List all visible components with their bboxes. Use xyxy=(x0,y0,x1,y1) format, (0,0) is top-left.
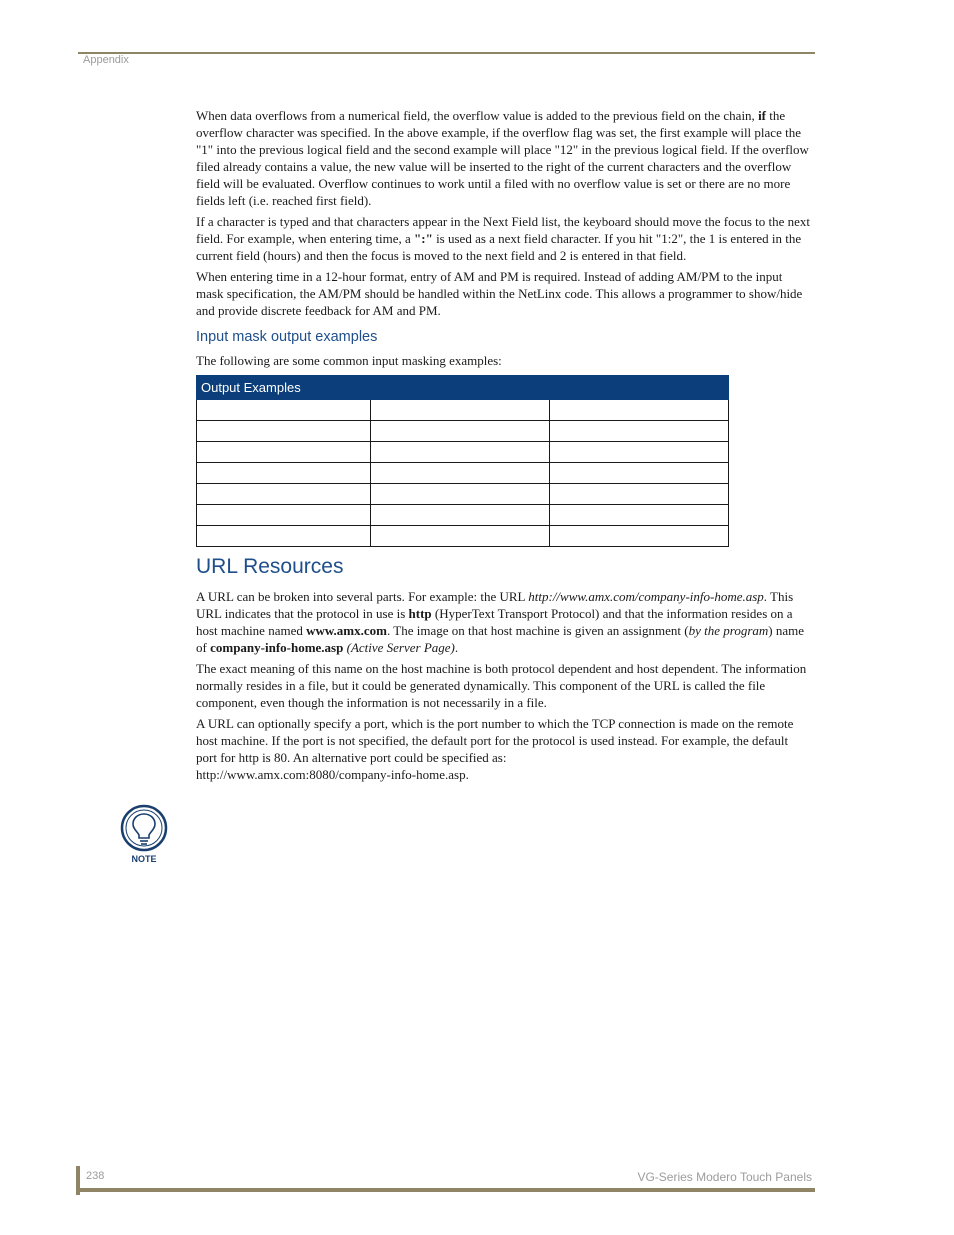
table-row xyxy=(197,505,729,526)
url-resources-title: URL Resources xyxy=(196,555,344,578)
lightbulb-note-icon xyxy=(119,804,169,866)
page-number: 238 xyxy=(86,1170,105,1182)
page-content xyxy=(196,107,812,787)
footer-rule xyxy=(76,1188,815,1192)
url-paragraph-2: The exact meaning of this name on the host machine is both protocol dependent and host dependent. The information normally resides in a file, but it could be generated dynamically. This component of the URL is called the file component, even though the information is not necessarily in a file. xyxy=(196,661,807,710)
overflow-paragraph-1: When data overflows from a numerical field, the overflow value is added to the previous field on the chain, if the overflow character was specified. In the above example, if the overflow flag was set, the first example will place the "1" into the previous logical field and the second example will place "12" in the previous logical field. If the overflow filed already contains a value, the new value will be inserted to the right of the current characters and the overflow field will be evaluated. Overflow continues to work until a filed with no overflow value is set or there are no more fields left (i.e. reached first field). xyxy=(196,108,809,208)
header-section-label: Appendix xyxy=(83,54,129,66)
document-title: VG-Series Modero Touch Panels xyxy=(637,1170,812,1184)
url-paragraph-3: A URL can optionally specify a port, which is the port number to which the TCP connection is made on the remote host machine. If the port is not specified, the default port for the protocol is used instead. For example, the default port for http is 80. An alternative port could be specified as: http://www.amx.com:8080/company-info-home.asp. xyxy=(196,716,794,782)
examples-intro: The following are some common input masking examples: xyxy=(196,353,502,368)
port-example-url: http://www.amx.com:8080/company-info-home.asp. xyxy=(196,767,469,782)
table-row xyxy=(197,442,729,463)
examples-heading: Input mask output examples xyxy=(196,329,378,345)
table-row xyxy=(197,526,729,547)
table-row xyxy=(197,463,729,484)
overflow-paragraph-2: If a character is typed and that characters appear in the Next Field list, the keyboard should move the focus to the next field. For example, when entering time, a ":" is used as a next field character. If you hit "1:2", the 1 is entered in the current field (hours) and then the focus is moved to the next field and 2 is entered in that field. xyxy=(196,214,811,263)
table-row xyxy=(197,484,729,505)
table-header: Output Examples xyxy=(197,376,729,400)
url-paragraph-1: A URL can be broken into several parts. For example: the URL http://www.amx.com/company-info-home.asp. This URL indicates that the protocol in use is http (HyperText Transport Protocol) and that the information resides on a host machine named www.amx.com. The image on that host machine is given an assignment (by the program) name of company-info-home.asp (Active Server Page). xyxy=(196,589,805,655)
output-examples-table xyxy=(196,375,729,547)
header-rule xyxy=(78,52,815,54)
overflow-paragraph-3: When entering time in a 12-hour format, entry of AM and PM is required. Instead of adding AM/PM to the input mask specification, the AM/PM should be handled within the NetLinx code. This allows a programmer to show/hide and provide discrete feedback for AM and PM. xyxy=(196,269,803,318)
note-label: NOTE xyxy=(131,854,157,864)
table-row xyxy=(197,421,729,442)
table-row xyxy=(197,400,729,421)
